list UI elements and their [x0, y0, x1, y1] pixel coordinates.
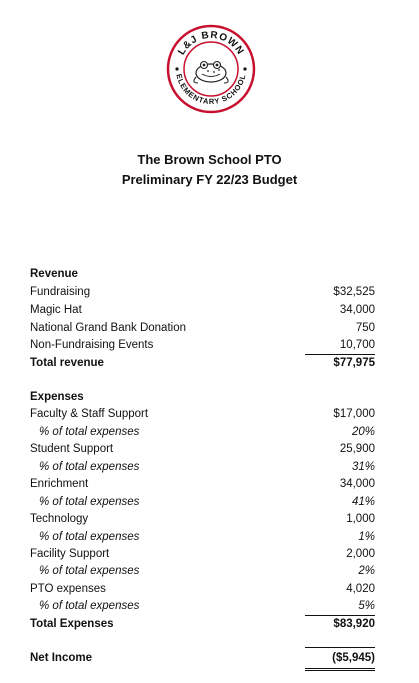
- expense-row-label: Student Support: [30, 443, 114, 455]
- logo-top-text: L&J BROWN: [176, 29, 246, 58]
- expense-pct-row: [30, 459, 375, 476]
- expense-pct-label: % of total expenses: [39, 600, 140, 612]
- expense-row: [30, 511, 375, 528]
- frog-icon: [194, 62, 228, 84]
- expense-row: [30, 441, 375, 458]
- revenue-row-label: Non-Fundraising Events: [30, 339, 154, 351]
- expense-pct-label: % of total expenses: [39, 531, 140, 543]
- revenue-heading: [30, 266, 375, 283]
- title-line-2: Preliminary FY 22/23 Budget: [121, 172, 298, 187]
- expense-row-value: 2,000: [346, 548, 375, 560]
- expense-pct-row: [30, 598, 375, 615]
- revenue-row: [30, 302, 375, 319]
- expense-row: [30, 581, 375, 598]
- revenue-row: [30, 337, 375, 354]
- revenue-row: [30, 320, 375, 337]
- logo-bottom-text: ELEMENTARY SCHOOL: [174, 72, 248, 107]
- expense-pct-row: [30, 424, 375, 441]
- expenses-heading: [30, 389, 375, 406]
- expense-row-value: 25,900: [339, 443, 375, 455]
- expense-pct-label: % of total expenses: [39, 565, 140, 577]
- revenue-row: [30, 284, 375, 301]
- expense-row-value: 1,000: [346, 513, 375, 525]
- revenue-row-label: National Grand Bank Donation: [30, 322, 186, 334]
- expense-pct-label: % of total expenses: [39, 426, 140, 438]
- expense-row-value: 34,000: [339, 478, 375, 490]
- expense-row-value: 4,020: [346, 583, 375, 595]
- expense-row-label: Faculty & Staff Support: [30, 408, 149, 420]
- expense-row: [30, 546, 375, 563]
- net-income-top-rule: [305, 647, 375, 648]
- expense-pct-label: % of total expenses: [39, 496, 140, 508]
- net-income-row: [30, 650, 375, 667]
- revenue-heading-label: Revenue: [30, 268, 78, 280]
- net-income-label: Net Income: [30, 652, 92, 664]
- expense-pct-value: 2%: [358, 565, 375, 577]
- expense-row: [30, 406, 375, 423]
- expense-pct-value: 1%: [358, 531, 375, 543]
- expenses-total-row: [30, 616, 375, 633]
- expense-pct-row: [30, 494, 375, 511]
- expense-pct-row: [30, 529, 375, 546]
- expense-pct-value: 5%: [358, 600, 375, 612]
- revenue-row-label: Fundraising: [30, 286, 91, 298]
- revenue-total-row: [30, 355, 375, 372]
- revenue-row-label: Magic Hat: [30, 304, 82, 316]
- expense-pct-row: [30, 563, 375, 580]
- expense-row-label: Technology: [30, 513, 89, 525]
- net-income-double-rule-1: [305, 668, 375, 669]
- expense-pct-label: % of total expenses: [39, 461, 140, 473]
- net-income-double-rule-2: [305, 670, 375, 671]
- document-title: [0, 150, 419, 190]
- revenue-row-value: $32,525: [333, 286, 375, 298]
- revenue-total-value: $77,975: [333, 357, 375, 369]
- expense-pct-value: 41%: [351, 496, 375, 508]
- revenue-total-label: Total revenue: [30, 357, 104, 369]
- expense-row-label: Facility Support: [30, 548, 110, 560]
- expenses-total-value: $83,920: [333, 618, 375, 630]
- expense-row-label: PTO expenses: [30, 583, 106, 595]
- expense-row: [30, 476, 375, 493]
- expense-pct-value: 31%: [351, 461, 375, 473]
- net-income-value: ($5,945): [332, 652, 375, 664]
- expense-pct-value: 20%: [351, 426, 375, 438]
- revenue-row-value: 34,000: [339, 304, 375, 316]
- expense-row-value: $17,000: [333, 408, 375, 420]
- revenue-row-value: 750: [355, 322, 375, 334]
- expense-row-label: Enrichment: [30, 478, 89, 490]
- school-logo: [166, 24, 256, 114]
- expenses-total-label: Total Expenses: [30, 618, 114, 630]
- title-line-1: The Brown School PTO: [137, 152, 282, 167]
- expenses-heading-label: Expenses: [30, 391, 84, 403]
- revenue-row-value: 10,700: [339, 339, 375, 351]
